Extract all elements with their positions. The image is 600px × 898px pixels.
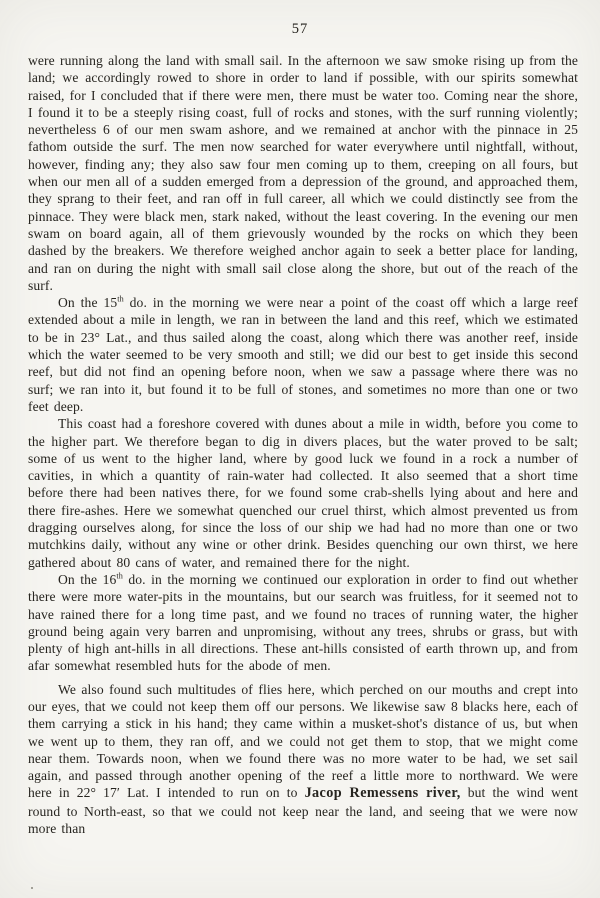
page-number: 57: [291, 21, 309, 37]
paragraph: [28, 415, 578, 571]
ink-speck: [31, 887, 33, 889]
text-run: We also found such multitudes of flies here, which perched on our mouths and crept into our eyes, that we could not keep them off our persons. We likewise saw 8 blacks here, each of them carrying a stick in his hand; they came within a musket-shot's distance of us, but when we went up to them, they ran off, and we could not get them to stop, that we might come near them. Towards noon, when we found there was no more water to be had, we set sail again, and passed through another opening of the reef a little more to northward. We were here in 22° 17′ Lat. I intended to run on to: [28, 681, 578, 801]
text-run: On the 15: [58, 295, 118, 311]
superscript-text: th: [116, 571, 123, 581]
text-block: [28, 52, 578, 837]
text-run: do. in the morning we continued our exploration in order to find out whether there were more water-pits in the mountains, but our search was fruitless, for it seemed not to have rained there for a long time past, and we found no traces of running water, the higher ground being again very barren and unpromising, without any trees, shrubs or grass, but with plenty of high ant-hills in all directions. These ant-hills consisted of earth thrown up, and from afar somewhat resembled huts for the abode of men.: [28, 571, 579, 674]
superscript-text: th: [117, 294, 124, 304]
text-run: This coast had a foreshore covered with dunes about a mile in width, before you come to the higher part. We therefore began to dig in divers places, but the water proved to be salt; some of us went to the higher land, where by good luck we found in a rock a number of cavities, in which a quantity of rain-water had collected. It also seemed that a short time before there had been natives there, for we found some crab-shells lying about and here and there fire-ashes. Here we somewhat quenched our cruel thirst, which almost prevented us from dragging ourselves along, for since the loss of our ship we had had no more than one or two mutchkins daily, without any wine or other drink. Besides quenching our own thirst, we here gathered about 80 cans of water, and remained there for the night.: [28, 416, 578, 570]
text-run: do. in the morning we were near a point of the coast off which a large reef extended about a mile in length, we ran in between the land and this reef, which we estimated to be in 23° Lat., and thus sailed along the coast, along which there was another reef, inside which the water seemed to be very smooth and still; we did our best to get inside this second reef, but did not find an opening before noon, when we saw a passage where there was no surf; we ran into it, but found it to be full of stones, and sometimes no more than one or two feet deep.: [28, 295, 578, 414]
text-run: but the wind went round to North-east, so that we could not keep near the land, and seeing that we were now more than: [28, 785, 578, 837]
paragraph: [28, 52, 578, 294]
paragraph: [28, 294, 578, 415]
bold-text: Jacop Remessens river,: [304, 785, 461, 802]
text-run: were running along the land with small sail. In the afternoon we saw smoke rising up from the land; we accordingly rowed to shore in order to land if possible, with our spirits somewhat raised, for I concluded that if there were men, there must be water too. Coming near the shore, I found it to be a steeply rising coast, full of rocks and stones, with the surf running violently; nevertheless 6 of our men swam ashore, and we remained at anchor with the pinnace in 25 fathom outside the surf. The men now searched for water everywhere until nightfall, without, however, finding any; they also saw four men coming up to them, creeping on all fours, but when our men all of a sudden emerged from a depression of the ground, and approached them, they sprang to their feet, and ran off in full career, all which we could distinctly see from the pinnace. They were black men, stark naked, without the least covering. In the evening our men swam on board again, all of them grievously wounded by the rocks on which they been dashed by the breakers. We therefore weighed anchor again to seek a better place for landing, and ran on during the night with small sail close along the shore, but out of the reach of the surf.: [28, 53, 578, 293]
paragraph: [28, 571, 578, 675]
paragraph: [28, 681, 578, 838]
text-run: On the 16: [58, 571, 117, 587]
